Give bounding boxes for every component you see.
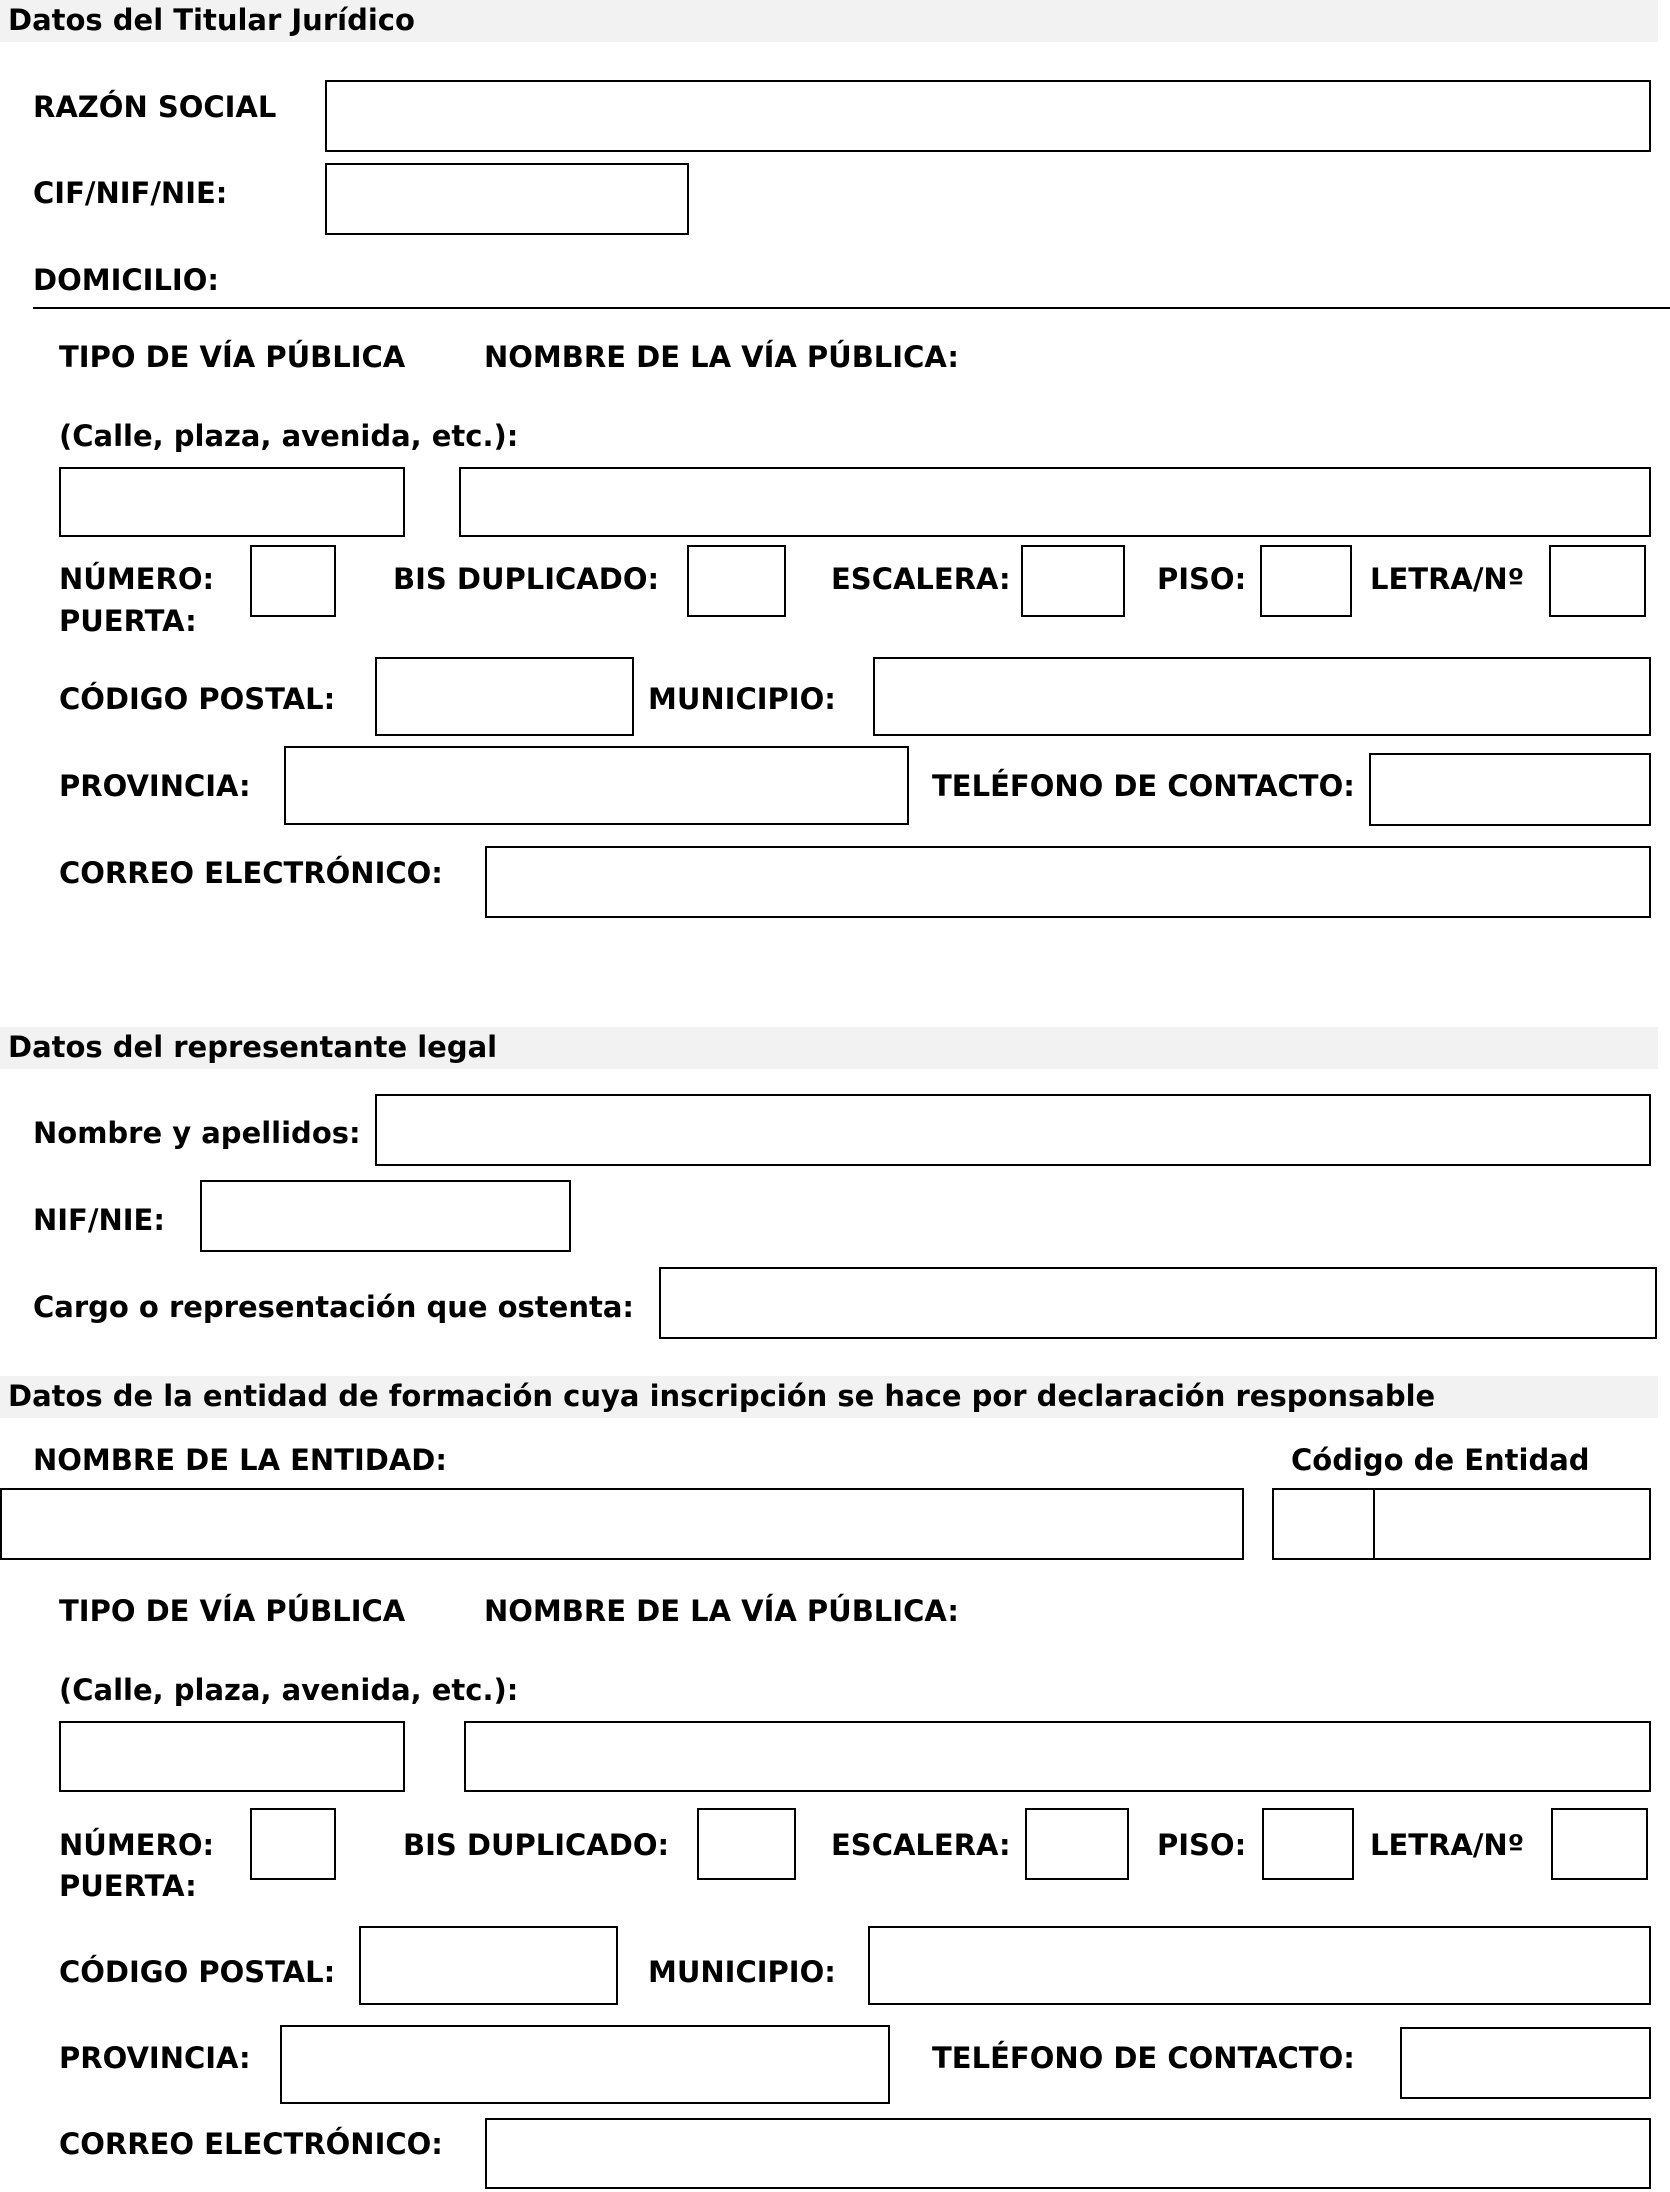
municipio-field[interactable] xyxy=(873,657,1651,736)
domicilio-label: DOMICILIO: xyxy=(33,263,219,297)
correo-field[interactable] xyxy=(485,846,1651,918)
letra-label: LETRA/Nº xyxy=(1370,1828,1525,1862)
provincia-label: PROVINCIA: xyxy=(59,769,251,803)
escalera-field[interactable] xyxy=(1021,545,1125,617)
numero-label: NÚMERO: xyxy=(59,562,215,596)
section-title-titular: Datos del Titular Jurídico xyxy=(8,3,415,37)
bis-duplicado-label: BIS DUPLICADO: xyxy=(403,1828,670,1862)
tipo-via-field[interactable] xyxy=(59,1721,405,1792)
tipo-via-field[interactable] xyxy=(59,467,405,537)
section-title-representante: Datos del representante legal xyxy=(8,1030,498,1064)
telefono-field[interactable] xyxy=(1369,753,1651,826)
provincia-field[interactable] xyxy=(284,746,909,825)
tipo-via-label: TIPO DE VÍA PÚBLICA xyxy=(59,340,406,374)
cargo-field[interactable] xyxy=(659,1267,1657,1339)
nombre-apellidos-label: Nombre y apellidos: xyxy=(33,1116,361,1150)
section-title-entidad: Datos de la entidad de formación cuya inscripción se hace por declaración responsable xyxy=(8,1379,1436,1413)
escalera-label: ESCALERA: xyxy=(831,1828,1011,1862)
escalera-field[interactable] xyxy=(1025,1808,1129,1880)
nif-field[interactable] xyxy=(200,1180,571,1252)
nombre-apellidos-field[interactable] xyxy=(375,1094,1651,1166)
domicilio-divider xyxy=(33,307,1670,309)
tipo-via-hint: (Calle, plaza, avenida, etc.): xyxy=(59,419,519,453)
codigo-postal-label: CÓDIGO POSTAL: xyxy=(59,1955,336,1989)
cif-field[interactable] xyxy=(325,163,689,235)
bis-duplicado-field[interactable] xyxy=(687,545,786,617)
piso-label: PISO: xyxy=(1157,562,1247,596)
puerta-label: PUERTA: xyxy=(59,604,197,638)
piso-field[interactable] xyxy=(1262,1808,1354,1880)
numero-field[interactable] xyxy=(250,545,336,617)
letra-field[interactable] xyxy=(1551,1808,1648,1880)
nombre-via-label: NOMBRE DE LA VÍA PÚBLICA: xyxy=(484,340,959,374)
puerta-label: PUERTA: xyxy=(59,1869,197,1903)
codigo-entidad-label: Código de Entidad xyxy=(1291,1443,1590,1477)
nif-label: NIF/NIE: xyxy=(33,1203,165,1237)
municipio-field[interactable] xyxy=(868,1926,1651,2005)
letra-label: LETRA/Nº xyxy=(1370,562,1525,596)
razon-social-label: RAZÓN SOCIAL xyxy=(33,90,277,124)
nombre-via-field[interactable] xyxy=(464,1721,1651,1792)
cargo-label: Cargo o representación que ostenta: xyxy=(33,1290,635,1324)
codigo-postal-field[interactable] xyxy=(359,1926,618,2005)
telefono-label: TELÉFONO DE CONTACTO: xyxy=(932,769,1355,803)
nombre-via-field[interactable] xyxy=(459,467,1651,537)
numero-field[interactable] xyxy=(250,1808,336,1880)
telefono-field[interactable] xyxy=(1400,2027,1651,2099)
municipio-label: MUNICIPIO: xyxy=(648,1955,836,1989)
provincia-field[interactable] xyxy=(280,2025,890,2104)
bis-duplicado-field[interactable] xyxy=(697,1808,796,1880)
piso-field[interactable] xyxy=(1260,545,1352,617)
correo-label: CORREO ELECTRÓNICO: xyxy=(59,856,443,890)
razon-social-field[interactable] xyxy=(325,80,1651,152)
nombre-via-label: NOMBRE DE LA VÍA PÚBLICA: xyxy=(484,1594,959,1628)
piso-label: PISO: xyxy=(1157,1828,1247,1862)
codigo-postal-label: CÓDIGO POSTAL: xyxy=(59,682,336,716)
escalera-label: ESCALERA: xyxy=(831,562,1011,596)
provincia-label: PROVINCIA: xyxy=(59,2041,251,2075)
codigo-entidad-field[interactable] xyxy=(1373,1488,1651,1560)
telefono-label: TELÉFONO DE CONTACTO: xyxy=(932,2041,1355,2075)
nombre-entidad-label: NOMBRE DE LA ENTIDAD: xyxy=(33,1443,447,1477)
codigo-postal-field[interactable] xyxy=(375,657,634,736)
tipo-via-label: TIPO DE VÍA PÚBLICA xyxy=(59,1594,406,1628)
tipo-via-hint: (Calle, plaza, avenida, etc.): xyxy=(59,1673,519,1707)
nombre-entidad-field[interactable] xyxy=(0,1488,1244,1560)
letra-field[interactable] xyxy=(1549,545,1646,617)
municipio-label: MUNICIPIO: xyxy=(648,682,836,716)
cif-label: CIF/NIF/NIE: xyxy=(33,176,228,210)
numero-label: NÚMERO: xyxy=(59,1828,215,1862)
bis-duplicado-label: BIS DUPLICADO: xyxy=(393,562,660,596)
correo-field[interactable] xyxy=(485,2118,1651,2189)
correo-label: CORREO ELECTRÓNICO: xyxy=(59,2127,443,2161)
codigo-entidad-prefix-field[interactable] xyxy=(1272,1488,1376,1560)
